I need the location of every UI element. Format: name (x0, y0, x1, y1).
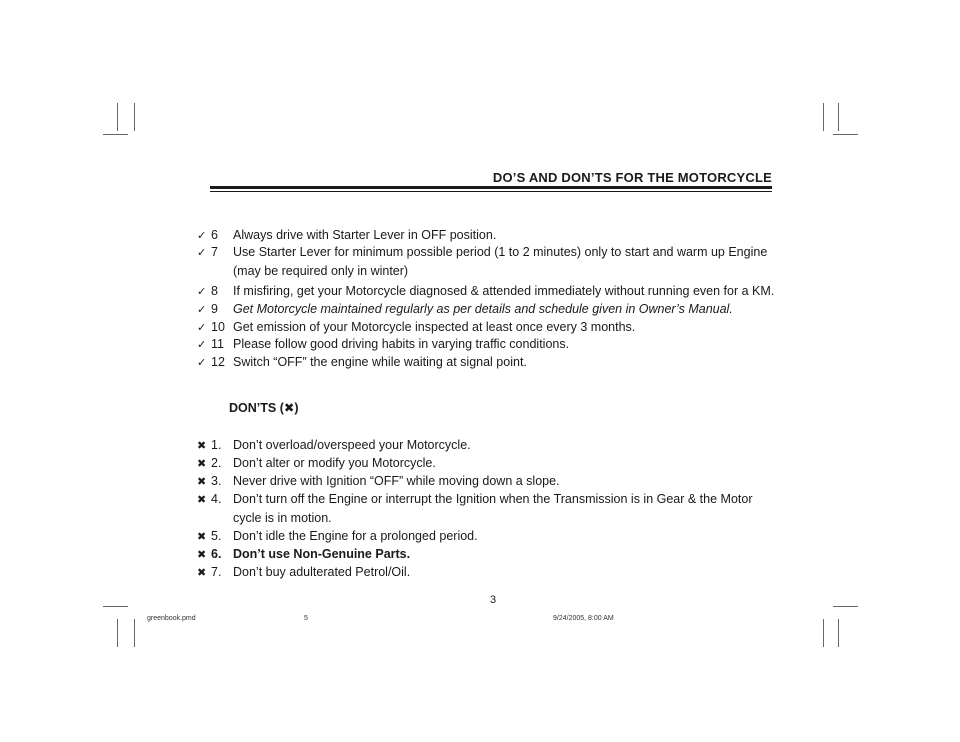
check-icon: ✓ (197, 322, 207, 334)
check-icon: ✓ (197, 230, 207, 242)
crop-mark (823, 103, 824, 131)
crop-mark (134, 619, 135, 647)
item-text-continued: (may be required only in winter) (233, 264, 409, 278)
item-text: Get emission of your Motorcycle inspected at least once every 3 months. (233, 320, 636, 334)
dos-item (197, 243, 767, 280)
crop-mark (117, 103, 118, 131)
item-text: Please follow good driving habits in varying traffic conditions. (233, 337, 570, 351)
crop-mark (103, 134, 128, 135)
crop-mark (823, 619, 824, 647)
donts-item (197, 472, 560, 491)
item-text: Don’t buy adulterated Petrol/Oil. (233, 565, 411, 579)
item-text: Never drive with Ignition “OFF” while moving down a slope. (233, 474, 560, 488)
item-number: 8 (211, 284, 218, 298)
item-number: 9 (211, 302, 218, 316)
dos-item (197, 335, 569, 354)
page-number: 3 (490, 594, 497, 606)
item-number: 12 (211, 355, 225, 369)
item-number: 4. (211, 492, 222, 506)
crop-mark (103, 606, 128, 607)
dos-item (197, 353, 527, 372)
item-text-continued: cycle is in motion. (233, 511, 332, 525)
dos-item (197, 282, 774, 301)
cross-icon: ✖ (197, 531, 207, 543)
item-text: Don’t overload/overspeed your Motorcycle. (233, 438, 471, 452)
check-icon: ✓ (197, 247, 207, 259)
item-number: 7. (211, 565, 222, 579)
crop-mark (838, 103, 839, 131)
crop-mark (838, 619, 839, 647)
item-number: 6 (211, 228, 218, 242)
item-number: 10 (211, 320, 225, 334)
crop-mark (134, 103, 135, 131)
item-text: If misfiring, get your Motorcycle diagnosed & attended immediately without running even for a KM. (233, 284, 775, 298)
header-rule (210, 191, 772, 192)
donts-item (197, 454, 436, 473)
crop-mark (117, 619, 118, 647)
item-number: 6. (211, 547, 222, 561)
item-text: Don’t turn off the Engine or interrupt the Ignition when the Transmission is in Gear & the Motor (233, 492, 753, 506)
donts-heading: DON’TS (✖) (229, 401, 299, 415)
cross-icon: ✖ (197, 549, 207, 561)
check-icon: ✓ (197, 339, 207, 351)
footer-sheet: 5 (304, 615, 308, 622)
cross-icon: ✖ (197, 567, 207, 579)
donts-item (197, 490, 753, 527)
item-number: 5. (211, 529, 222, 543)
dos-item (197, 300, 733, 319)
cross-icon: ✖ (197, 458, 207, 470)
donts-item (197, 436, 471, 455)
check-icon: ✓ (197, 286, 207, 298)
item-number: 7 (211, 245, 218, 259)
item-text: Switch “OFF” the engine while waiting at signal point. (233, 355, 527, 369)
donts-item (197, 563, 410, 582)
item-number: 11 (211, 337, 224, 351)
footer-timestamp: 9/24/2005, 8:00 AM (553, 615, 614, 622)
header-rule (210, 186, 772, 189)
item-text: Get Motorcycle maintained regularly as per details and schedule given in Owner’s Manual. (233, 302, 733, 316)
item-text: Don’t use Non-Genuine Parts. (233, 547, 411, 561)
item-text: Always drive with Starter Lever in OFF position. (233, 228, 497, 242)
check-icon: ✓ (197, 357, 207, 369)
cross-icon: ✖ (197, 476, 207, 488)
donts-item (197, 545, 410, 564)
cross-icon: ✖ (197, 440, 207, 452)
crop-mark (833, 134, 858, 135)
item-number: 3. (211, 474, 222, 488)
donts-item (197, 527, 478, 546)
check-icon: ✓ (197, 304, 207, 316)
item-text: Use Starter Lever for minimum possible period (1 to 2 minutes) only to start and warm up Engine (233, 245, 768, 259)
cross-icon: ✖ (197, 494, 207, 506)
page-title: DO’S AND DON’TS FOR THE MOTORCYCLE (492, 170, 772, 185)
crop-mark (833, 606, 858, 607)
item-number: 1. (211, 438, 222, 452)
item-text: Don’t alter or modify you Motorcycle. (233, 456, 436, 470)
item-number: 2. (211, 456, 222, 470)
footer-filename: greenbook.pmd (147, 615, 196, 622)
item-text: Don’t idle the Engine for a prolonged period. (233, 529, 478, 543)
